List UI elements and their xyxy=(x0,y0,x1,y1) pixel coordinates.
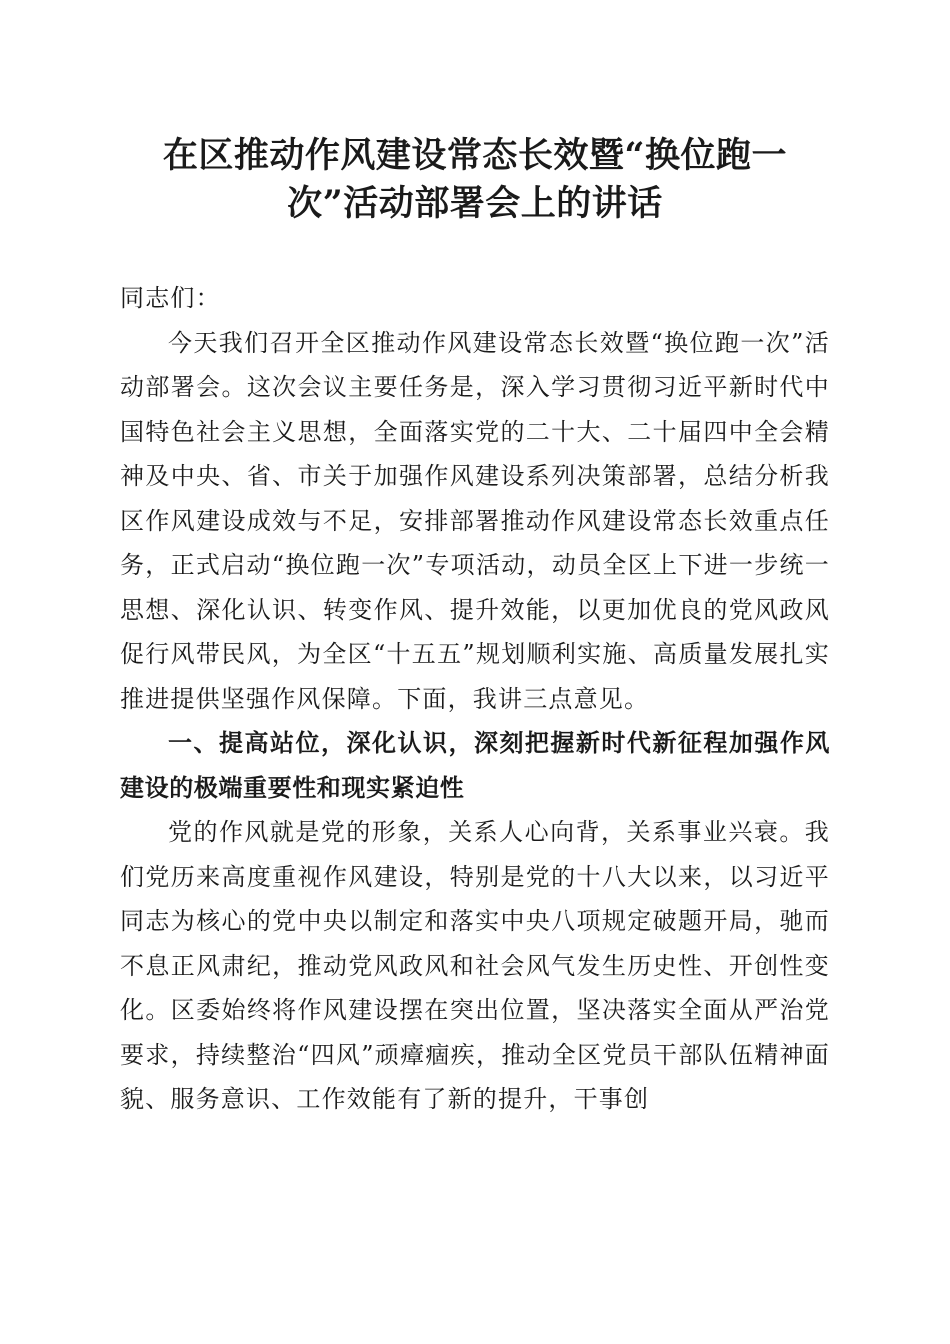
section-1-heading: 一、提高站位，深化认识，深刻把握新时代新征程加强作风建设的极端重要性和现实紧迫性 xyxy=(120,729,830,802)
document-title xyxy=(120,132,830,228)
intro-paragraph: 今天我们召开全区推动作风建设常态长效暨“换位跑一次”活动部署会。这次会议主要任务是，深入学习贯彻习近平新时代中国特色社会主义思想，全面落实党的二十大、二十届四中全会精神及中央、省、市关于加强作风建设系列决策部署，总结分析我区作风建设成效与不足，安排部署推动作风建设常态长效重点任务，正式启动“换位跑一次”专项活动，动员全区上下进一步统一思想、深化认识、转变作风、提升效能，以更加优良的党风政风促行风带民风，为全区“十五五”规划顺利实施、高质量发展扎实推进提供坚强作风保障。下面，我讲三点意见。 xyxy=(120,328,830,713)
salutation: 同志们： xyxy=(120,284,221,312)
title-line-2: 次”活动部署会上的讲话 xyxy=(287,183,663,224)
document-body xyxy=(120,276,830,1122)
title-line-1: 在区推动作风建设常态长效暨“换位跑一 xyxy=(162,135,788,176)
section-1-paragraph: 党的作风就是党的形象，关系人心向背，关系事业兴衰。我们党历来高度重视作风建设，特别是党的十八大以来，以习近平同志为核心的党中央以制定和落实中央八项规定破题开局，驰而不息正风肃纪，推动党风政风和社会风气发生历史性、开创性变化。区委始终将作风建设摆在突出位置，坚决落实全面从严治党要求，持续整治“四风”顽瘴痼疾，推动全区党员干部队伍精神面貌、服务意识、工作效能有了新的提升，干事创 xyxy=(120,818,830,1113)
